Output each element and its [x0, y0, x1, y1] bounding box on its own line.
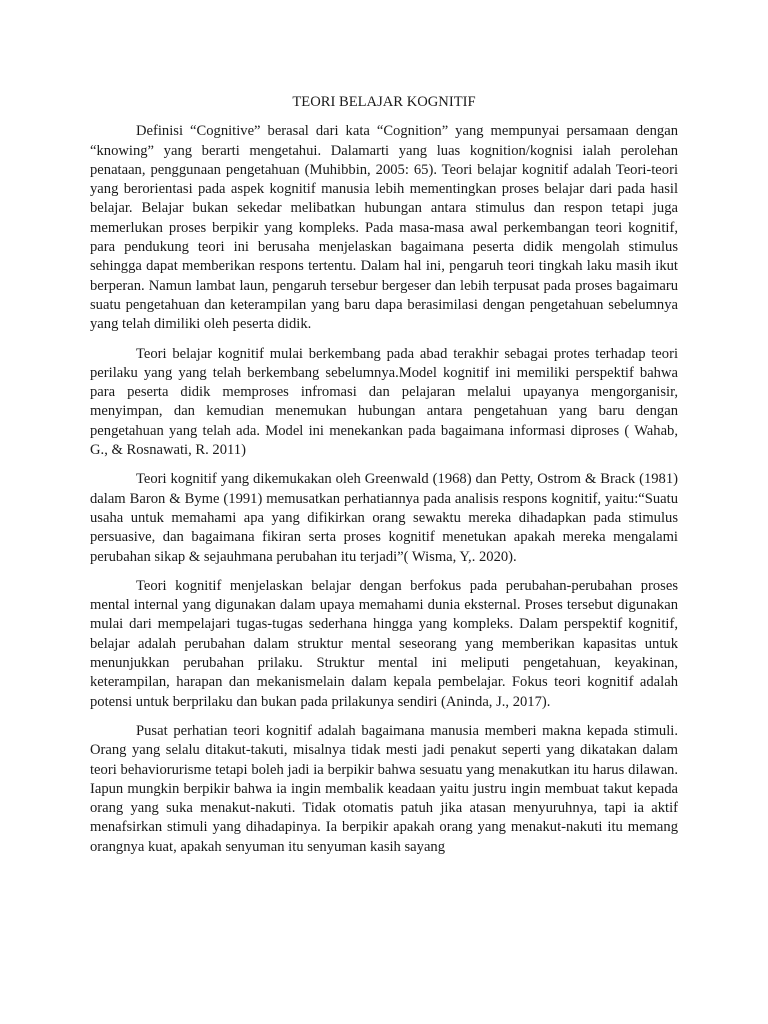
paragraph-history: Teori belajar kognitif mulai berkembang pada abad terakhir sebagai protes terhadap teori perilaku yang yang telah berkembang sebelumnya.Model kognitif ini memiliki perspektif bahwa para peserta didik memproses infromasi dan pelajaran melalui upayanya mengorganisir, menyimpan, dan kemudian menemukan hubungan antara pengetahuan yang baru dengan pengetahuan yang telah ada. Model ini menekankan pada bagaimana informasi diproses ( Wahab, G., & Rosnawati, R. 2011) — [90, 345, 678, 459]
paragraph-meaning-of-stimuli: Pusat perhatian teori kognitif adalah bagaimana manusia memberi makna kepada stimuli. Orang yang selalu ditakut-takuti, misalnya tidak mesti jadi penakut seperti yang dikatakan dalam teori behaviorurisme tetapi boleh jadi ia berpikir bahwa sesuatu yang menakutkan itu harus dilawan. Iapun mungkin berpikir bahwa ia ingin membalik keadaan yaitu justru ingin membuat takut kepada orang yang suka menakut-nakuti. Tidak otomatis patuh jika atasan menyuruhnya, tapi ia aktif menafsirkan stimuli yang dihadapinya. Ia berpikir apakah orang yang menakut-nakuti itu memang orangnya kuat, apakah senyuman itu senyuman kasih sayang — [90, 722, 678, 855]
paragraph-cognitive-response: Teori kognitif yang dikemukakan oleh Greenwald (1968) dan Petty, Ostrom & Brack (1981) dalam Baron & Byme (1991) memusatkan perhatiannya pada analisis respons kognitif, yaitu:“Suatu usaha untuk memahami apa yang difikirkan orang sewaktu mereka dihadapkan pada stimulus persuasive, dan bagaimana fikiran serta proses kognitif menetukan apakah mereka mengalami perubahan sikap & sejauhmana perubahan itu terjadi”( Wisma, Y,. 2020). — [90, 471, 678, 565]
document-title: TEORI BELAJAR KOGNITIF — [292, 94, 476, 110]
paragraph-mental-process: Teori kognitif menjelaskan belajar dengan berfokus pada perubahan-perubahan proses mental internal yang digunakan dalam upaya memahami dunia eksternal. Proses tersebut digunakan mulai dari mempelajari tugas-tugas sederhana hingga yang kompleks. Dalam perspektif kognitif, belajar adalah perubahan dalam struktur mental seseorang yang memberikan kapasitas untuk menunjukkan perubahan prilaku. Struktur mental ini meliputi pengetahuan, keyakinan, keterampilan, harapan dan mekanismelain dalam kepala pembelajar. Fokus teori kognitif adalah potensi untuk berprilaku dan bukan pada prilakunya sendiri (Aninda, J., 2017). — [90, 577, 678, 710]
document-body — [90, 93, 678, 867]
paragraph-definition: Definisi “Cognitive” berasal dari kata “Cognition” yang mempunyai persamaan dengan “knowing” yang berarti mengetahui. Dalamarti yang luas kognition/kognisi ialah perolehan penataan, penggunaan pengetahuan (Muhibbin, 2005: 65). Teori belajar kognitif adalah Teori-teori yang berorientasi pada aspek kognitif manusia lebih mementingkan proses belajar dari pada hasil belajar. Belajar bukan sekedar melibatkan hubungan antara stimulus dan respon tetapi juga memerlukan proses berpikir yang kompleks. Pada masa-masa awal perkembangan teori kognitif, para pendukung teori ini berusaha menjelaskan bagaimana peserta didik mengolah stimulus sehingga dapat memberikan respons tertentu. Dalam hal ini, pengaruh teori tingkah laku masih ikut berperan. Namun lambat laun, pengaruh tersebur bergeser dan lebih terpusat pada proses bagaimaru suatu pengetahuan dan keterampilan yang baru dapa berasimilasi dengan pengetahuan sebelumnya yang telah dimiliki oleh peserta didik. — [90, 123, 678, 333]
